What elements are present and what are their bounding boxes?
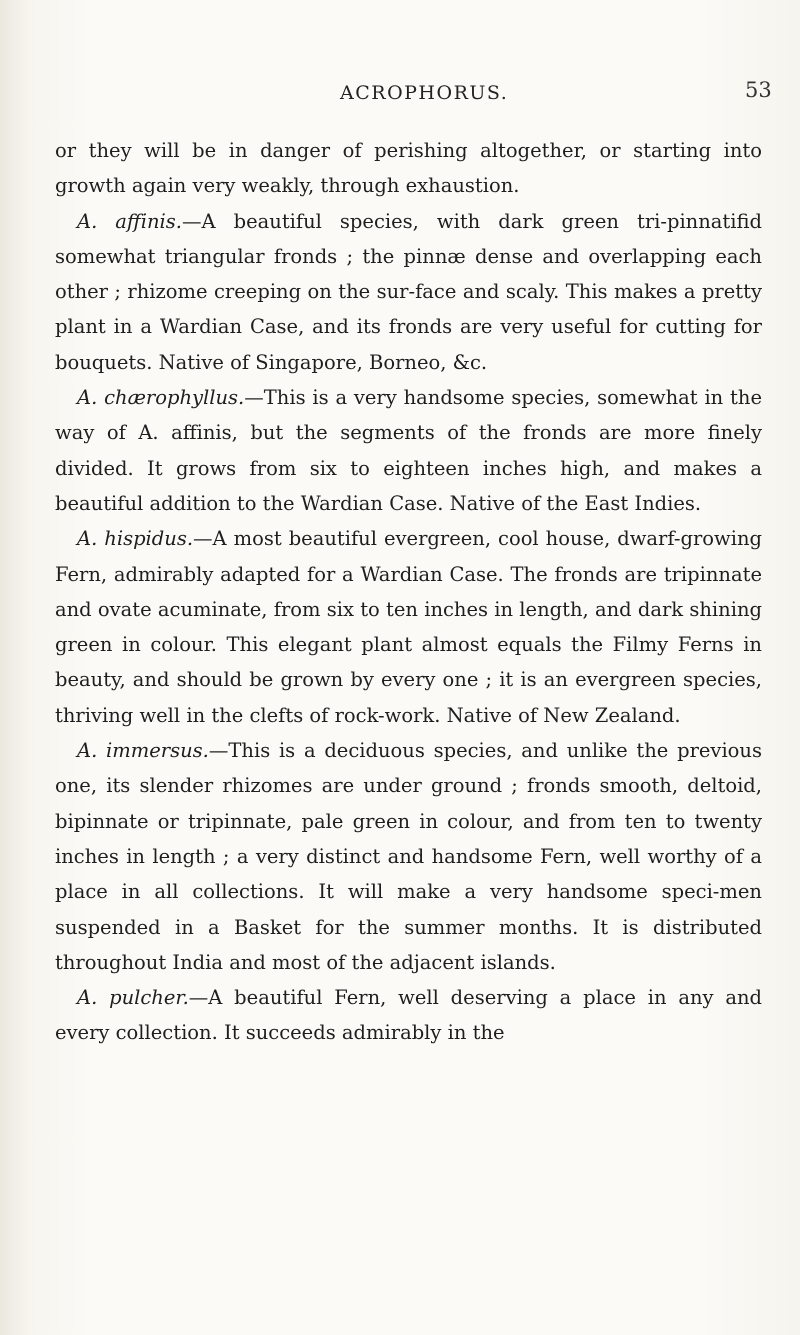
paragraph-text: or they will be in danger of perishing altogether, or starting into growth again very weakly, through exhaustion. <box>55 139 762 198</box>
species-name: A. chærophyllus. <box>77 386 245 410</box>
species-name: A. immersus. <box>77 739 209 763</box>
entry-text: —A beautiful Fern, well deserving a place in any and every collection. It succeeds admirably in the <box>55 986 763 1045</box>
entry-pulcher <box>55 980 762 1051</box>
entry-immersus <box>55 733 762 980</box>
species-name: A. pulcher. <box>77 986 189 1010</box>
species-name: A. affinis. <box>77 209 182 233</box>
entry-text: —A beautiful species, with dark green tri-pinnatifid somewhat triangular fronds ; the pinnæ dense and overlapping each other ; rhizome creeping on the sur-face and scaly. This makes a pretty plant in a Wardian Case, and its fronds are very useful for cutting for bouquets. Native of Singapore, Borneo, &c. <box>55 209 762 374</box>
entry-chaerophyllus <box>55 380 762 521</box>
entry-affinis <box>55 204 762 380</box>
entry-text: —This is a deciduous species, and unlike the previous one, its slender rhizomes are under ground ; fronds smooth, deltoid, bipinnate or tripinnate, pale green in colour, and from ten to twenty inches in length ; a very distinct and handsome Fern, well worthy of a place in all collections. It will make a very handsome speci-men suspended in a Basket for the summer months. It is distributed throughout India and most of the adjacent islands. <box>55 739 762 974</box>
body-text <box>55 133 762 1051</box>
running-title: ACROPHORUS. <box>340 82 509 104</box>
entry-hispidus <box>55 521 762 733</box>
page-number: 53 <box>745 78 772 102</box>
entry-text: —This is a very handsome species, somewhat in the way of A. affinis, but the segments of the fronds are more finely divided. It grows from six to eighteen inches high, and makes a beautiful addition to the Wardian Case. Native of the East Indies. <box>55 386 762 515</box>
entry-text: —A most beautiful evergreen, cool house, dwarf-growing Fern, admirably adapted for a Wardian Case. The fronds are tripinnate and ovate acuminate, from six to ten inches in length, and dark shining green in colour. This elegant plant almost equals the Filmy Ferns in beauty, and should be grown by every one ; it is an evergreen species, thriving well in the clefts of rock-work. Native of New Zealand. <box>55 527 763 727</box>
paragraph-continuation <box>55 133 762 204</box>
species-name: A. hispidus. <box>77 527 194 551</box>
running-head <box>0 78 800 112</box>
